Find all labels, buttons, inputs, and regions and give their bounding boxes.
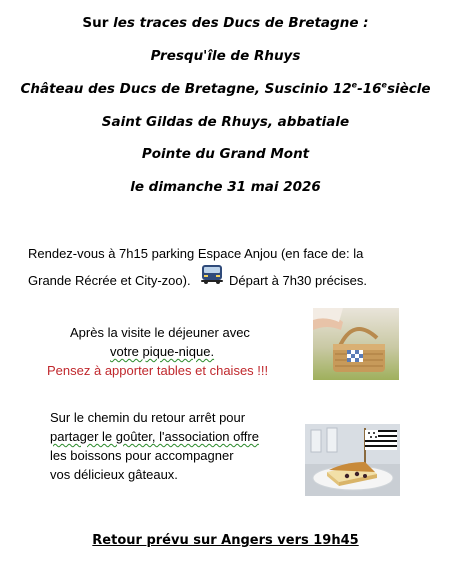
rendezvous-line1: Rendez-vous à 7h15 parking Espace Anjou (en face de: la [28, 246, 364, 261]
cake-image [305, 424, 400, 496]
snack-line3: les boissons pour accompagner [50, 448, 234, 463]
snack-line4: vos délicieux gâteaux. [50, 467, 178, 482]
lunch-line2: votre pique-nique. [110, 344, 215, 359]
snack-line1: Sur le chemin du retour arrêt pour [50, 410, 246, 425]
date-line: le dimanche 31 mai 2026 [130, 179, 321, 195]
return-info: Retour prévu sur Angers vers 19h45 [92, 533, 359, 548]
reminder-tables-chairs: Pensez à apporter tables et chaises !!! [47, 363, 269, 378]
snack-line2: partager le goûter, l'association offre [50, 429, 259, 444]
pointe-line: Pointe du Grand Mont [141, 146, 310, 162]
cake-with-breton-flag-photo [305, 424, 400, 496]
castle-line: Château des Ducs de Bretagne, Suscinio 12e-16esiècle [20, 80, 431, 97]
subtitle-peninsula: Presqu'île de Rhuys [150, 48, 301, 64]
bus-icon [200, 264, 224, 284]
abbey-line: Saint Gildas de Rhuys, abbatiale [101, 114, 350, 130]
rendezvous-line2: Grande Récrée et City-zoo). [28, 273, 191, 288]
title-line: Sur les traces des Ducs de Bretagne : [82, 15, 369, 31]
picnic-basket-image [313, 308, 399, 380]
lunch-line1: Après la visite le déjeuner avec [70, 325, 250, 340]
departure-time: Départ à 7h30 précises. [229, 273, 368, 288]
picnic-basket-photo [313, 308, 399, 380]
